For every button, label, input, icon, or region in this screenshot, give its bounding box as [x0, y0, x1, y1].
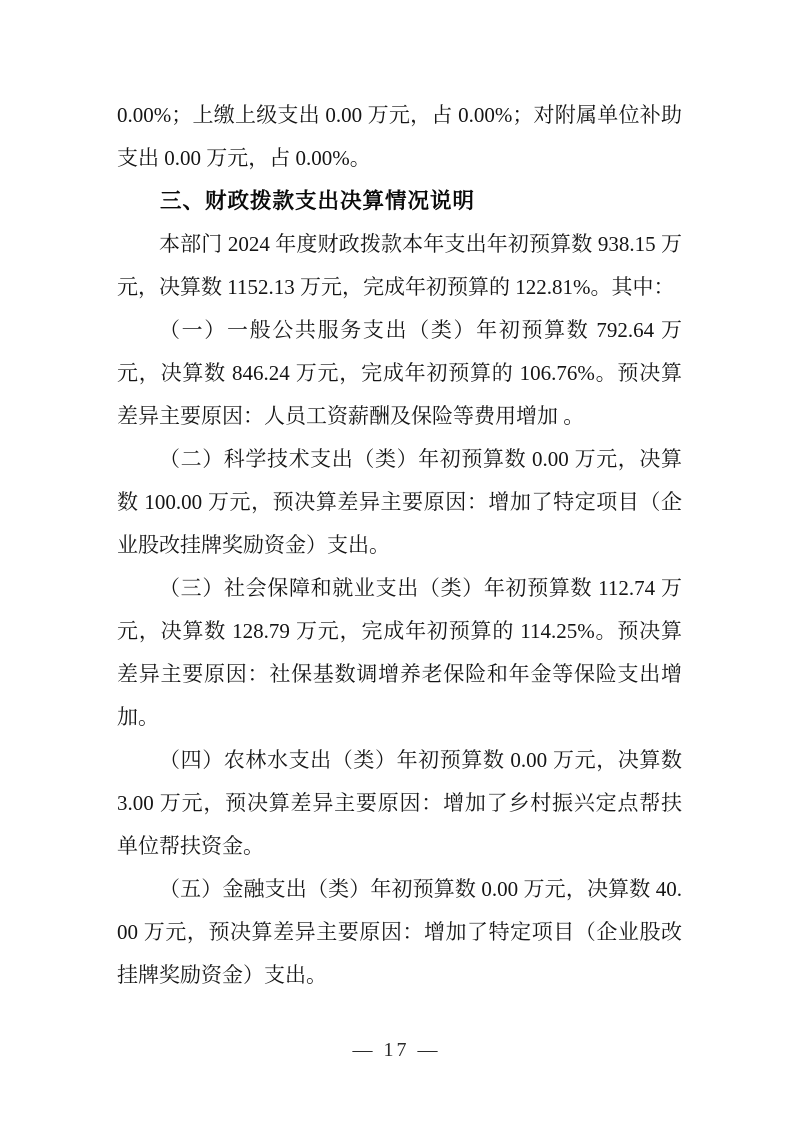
item-paragraph-3: （三）社会保障和就业支出（类）年初预算数 112.74 万元，决算数 128.79 万元，完成年初预算的 114.25%。预决算差异主要原因：社保基数调增养老保险和年金等保险支出增加。 [117, 576, 682, 729]
intro-paragraph: 本部门 2024 年度财政拨款本年支出年初预算数 938.15 万元，决算数 1152.13 万元，完成年初预算的 122.81%。其中： [117, 232, 682, 299]
continuation-paragraph: 0.00%；上缴上级支出 0.00 万元，占 0.00%；对附属单位补助支出 0.00 万元，占 0.00%。 [117, 103, 682, 170]
page-number: — 17 — [352, 1039, 441, 1061]
item-paragraph-2: （二）科学技术支出（类）年初预算数 0.00 万元，决算数 100.00 万元，预决算差异主要原因：增加了特定项目（企业股改挂牌奖励资金）支出。 [117, 447, 682, 557]
item-paragraph-5: （五）金融支出（类）年初预算数 0.00 万元，决算数 40.00 万元，预决算差异主要原因：增加了特定项目（企业股改挂牌奖励资金）支出。 [117, 877, 682, 987]
section-heading: 三、财政拨款支出决算情况说明 [160, 189, 476, 213]
item-paragraph-1: （一）一般公共服务支出（类）年初预算数 792.64 万元，决算数 846.24 万元，完成年初预算的 106.76%。预决算差异主要原因：人员工资薪酬及保险等费用增加 。 [117, 318, 682, 428]
item-paragraph-4: （四）农林水支出（类）年初预算数 0.00 万元，决算数 3.00 万元，预决算差异主要原因：增加了乡村振兴定点帮扶单位帮扶资金。 [117, 748, 682, 858]
page-content [117, 94, 682, 997]
